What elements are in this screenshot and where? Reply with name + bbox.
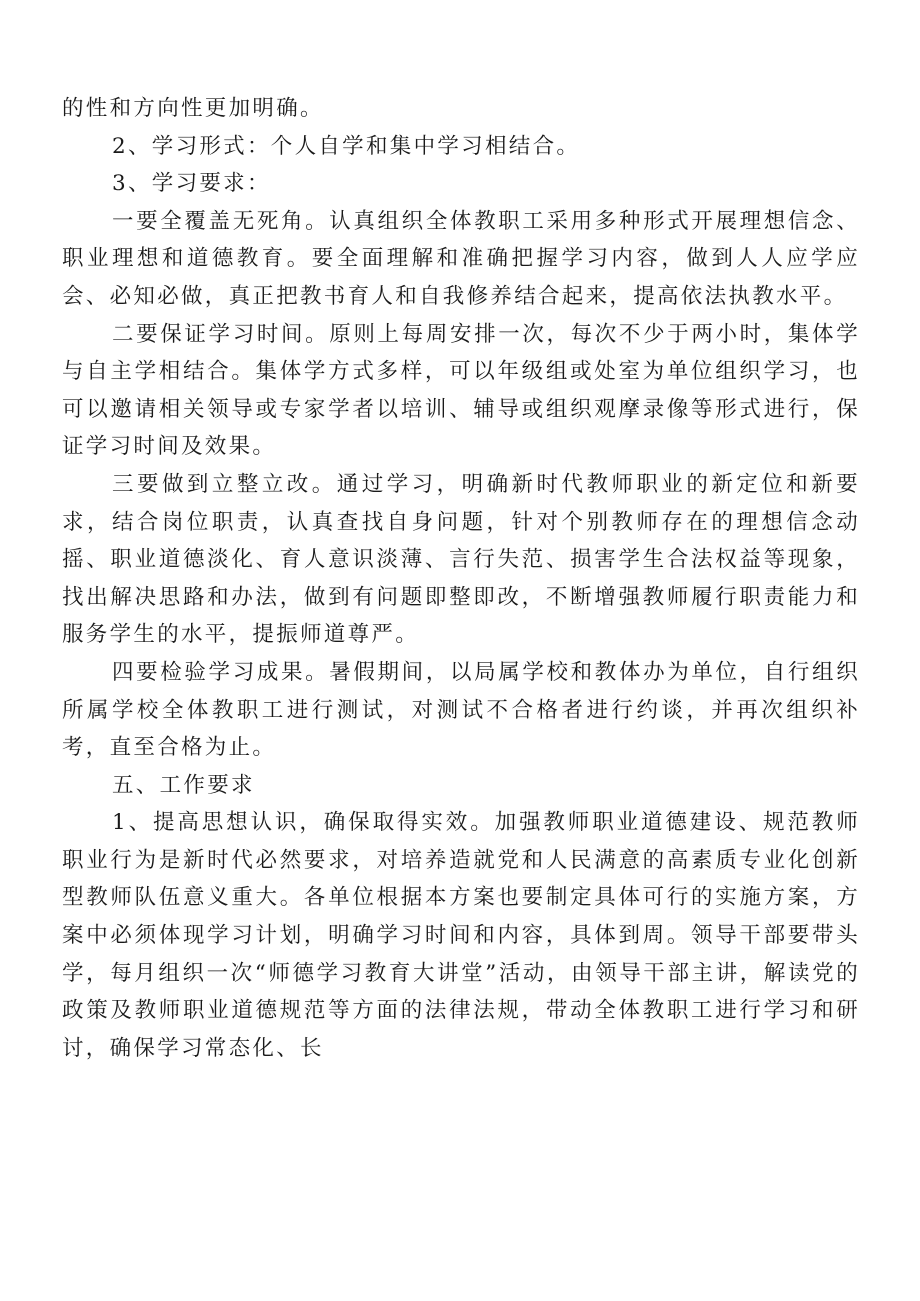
paragraph-continuation: 的性和方向性更加明确。 <box>62 96 324 121</box>
paragraph-test-results: 四要检验学习成果。暑假期间，以局属学校和教体办为单位，自行组织所属学校全体教职工进行测试，对测试不合格者进行约谈，并再次组织补考，直至合格为止。 <box>62 659 860 761</box>
paragraph-learning-form: 2、学习形式：个人自学和集中学习相结合。 <box>112 133 581 159</box>
section-heading-work-requirements: 五、工作要求 <box>112 772 255 798</box>
paragraph-full-coverage: 一要全覆盖无死角。认真组织全体教职工采用多种形式开展理想信念、职业理想和道德教育。要全面理解和准确把握学习内容，做到人人应学应会、必知必做，真正把教书育人和自我修养结合起来，提高依法执教水平。 <box>62 208 860 309</box>
document-body <box>62 90 860 1067</box>
paragraph-rectification: 三要做到立整立改。通过学习，明确新时代教师职业的新定位和新要求，结合岗位职责，认真查找自身问题，针对个别教师存在的理想信念动摇、职业道德淡化、育人意识淡薄、言行失范、损害学生合法权益等现象，找出解决思路和办法，做到有问题即整即改，不断增强教师履行职责能力和服务学生的水平，提振师道尊严。 <box>62 471 860 648</box>
paragraph-learning-requirements-heading: 3、学习要求： <box>112 171 271 197</box>
paragraph-raise-awareness: 1、提高思想认识，确保取得实效。加强教师职业道德建设、规范教师职业行为是新时代必然要求，对培养造就党和人民满意的高素质专业化创新型教师队伍意义重大。各单位根据本方案也要制定具体可行的实施方案，方案中必须体现学习计划，明确学习时间和内容，具体到周。领导干部要带头学，每月组织一次“师德学习教育大讲堂”活动，由领导干部主讲，解读党的政策及教师职业道德规范等方面的法律法规，带动全体教职工进行学习和研讨，确保学习常态化、长 <box>62 810 860 1061</box>
paragraph-study-time: 二要保证学习时间。原则上每周安排一次，每次不少于两小时，集体学与自主学相结合。集体学方式多样，可以年级组或处室为单位组织学习，也可以邀请相关领导或专家学者以培训、辅导或组织观摩录像等形式进行，保证学习时间及效果。 <box>62 321 860 460</box>
